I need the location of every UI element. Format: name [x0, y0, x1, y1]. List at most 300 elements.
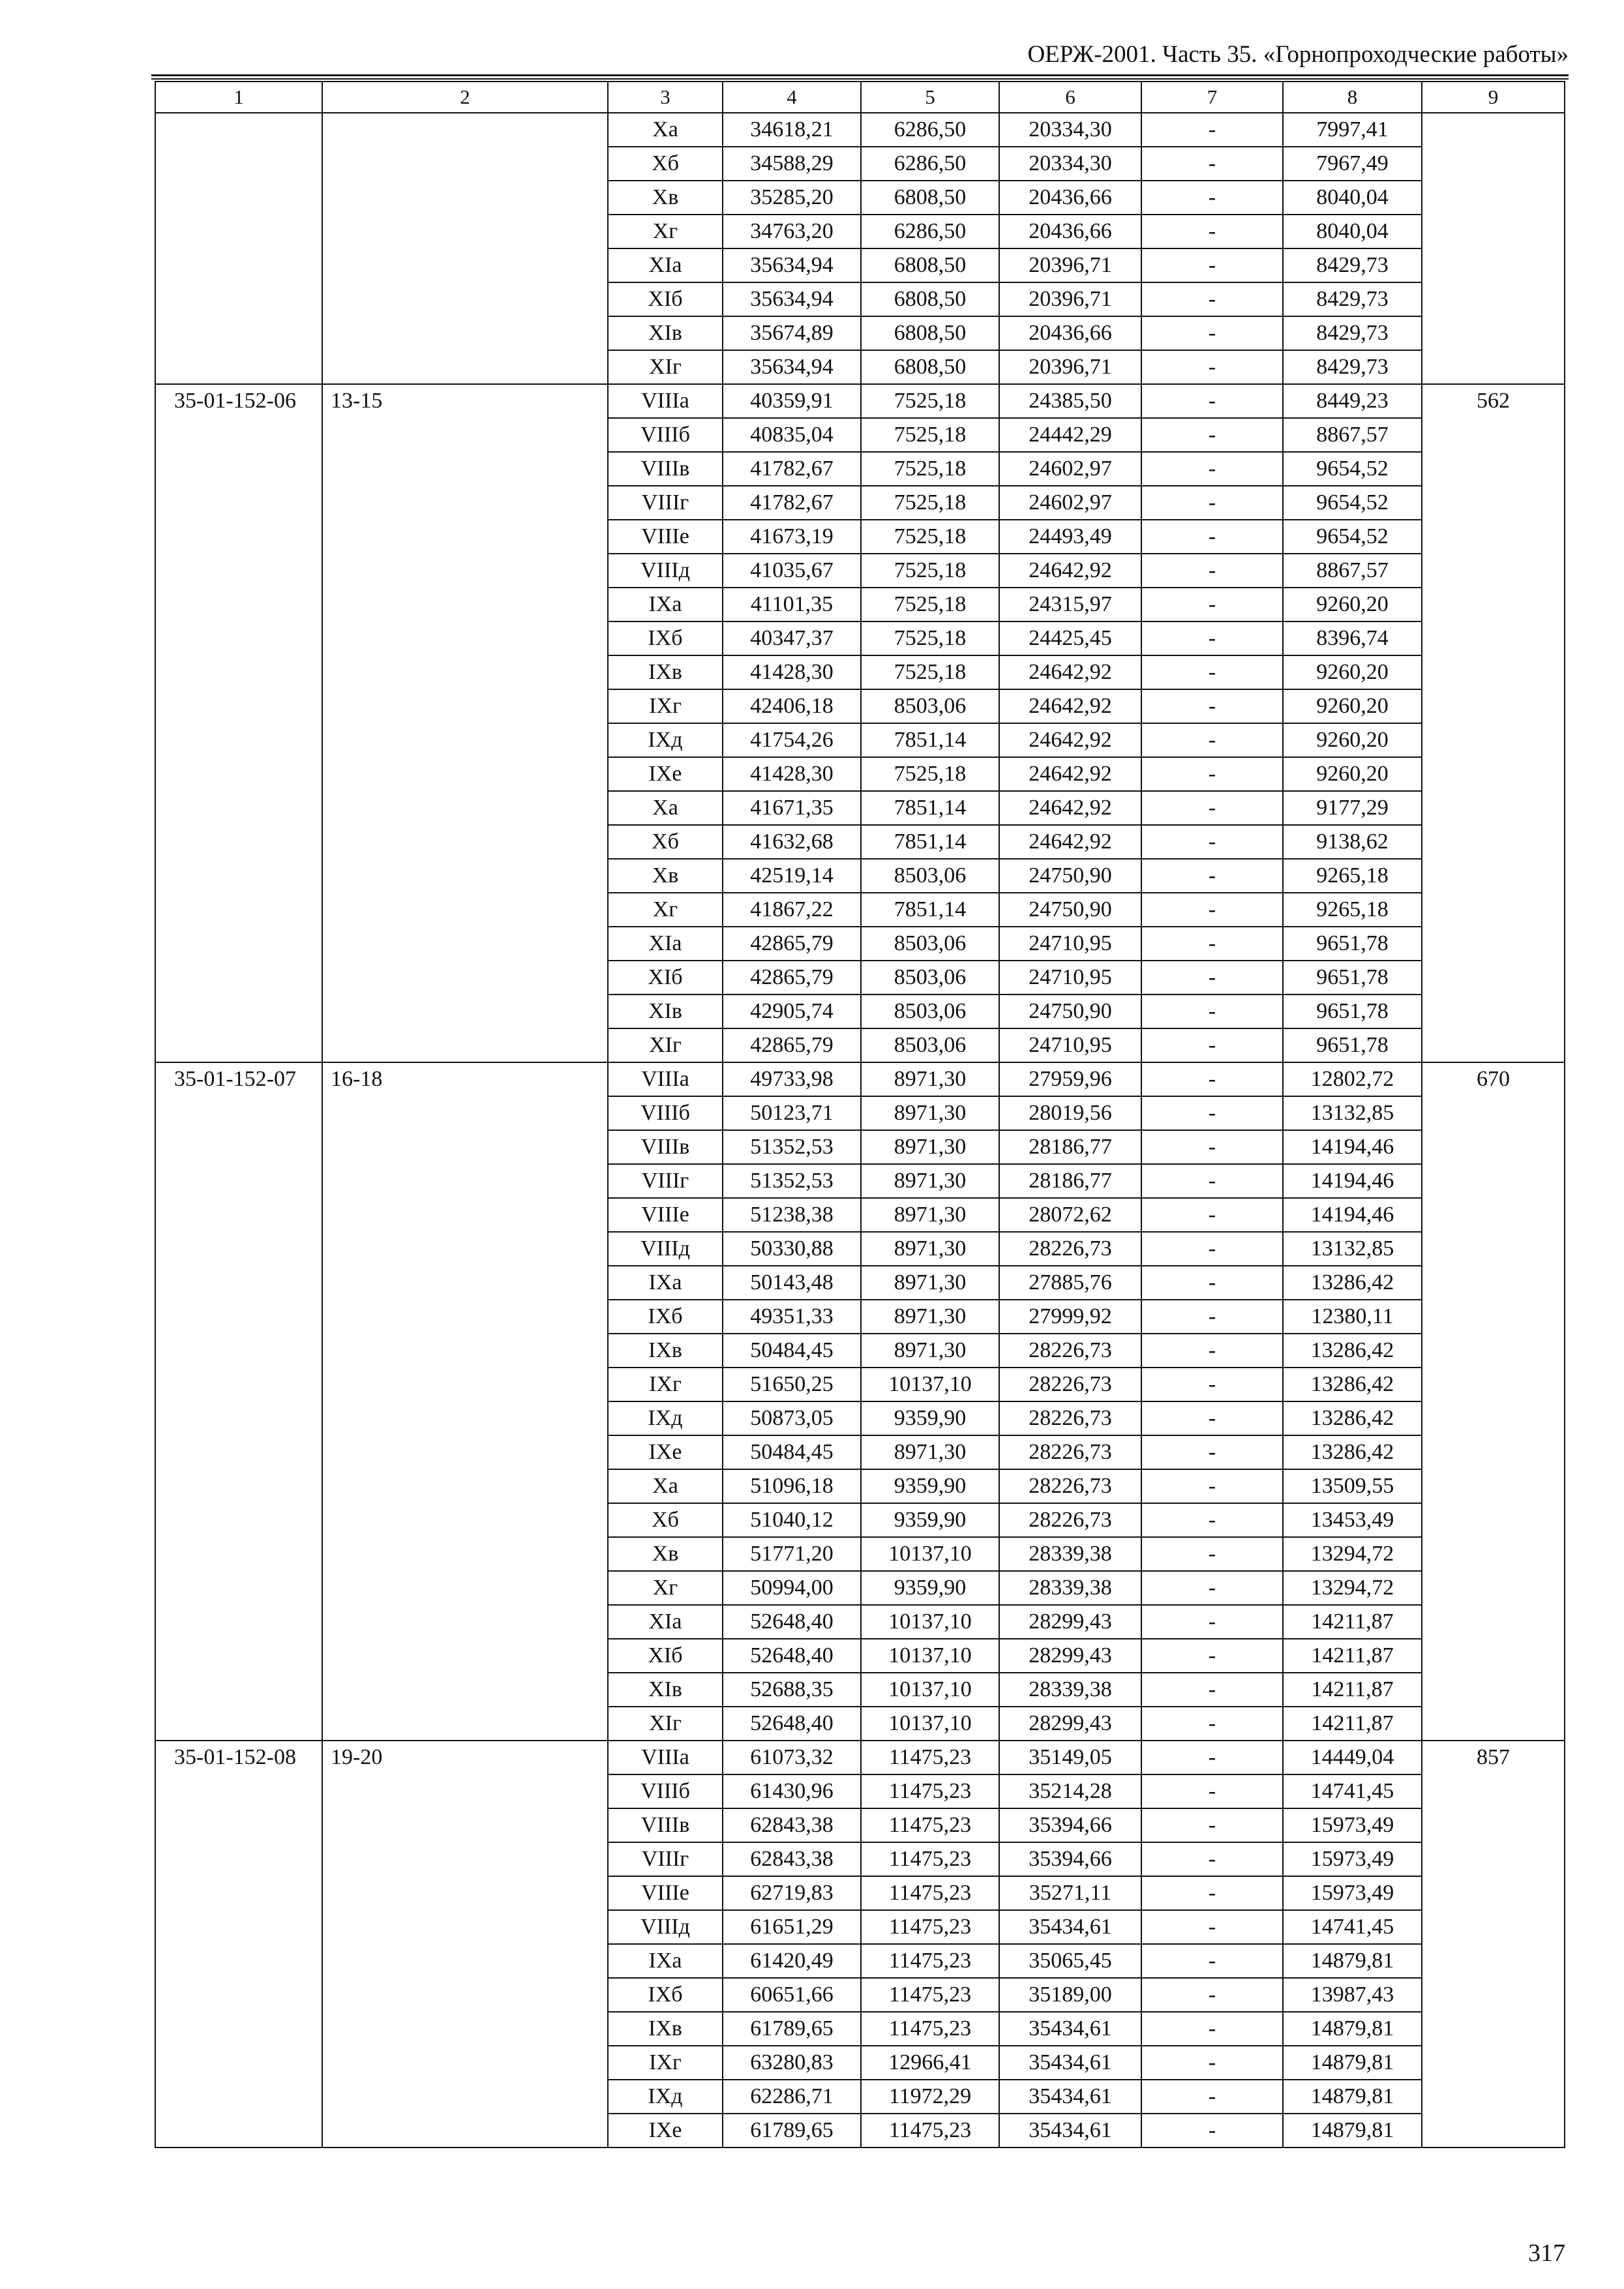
value-cell: 9654,52: [1283, 486, 1422, 520]
table-row: [155, 1062, 1565, 1096]
value-cell: 28226,73: [999, 1469, 1141, 1503]
class-cell: IХб: [608, 1978, 723, 2012]
value-cell: 8971,30: [861, 1164, 999, 1198]
value-cell: 35634,94: [723, 248, 861, 282]
value-cell: 20334,30: [999, 147, 1141, 181]
value-cell: 28339,38: [999, 1537, 1141, 1571]
value-cell: 51352,53: [723, 1164, 861, 1198]
value-cell: 14194,46: [1283, 1130, 1422, 1164]
value-cell: 20396,71: [999, 282, 1141, 316]
value-cell: -: [1141, 1368, 1283, 1401]
value-cell: -: [1141, 1469, 1283, 1503]
table-body: [155, 82, 1565, 2147]
value-cell: -: [1141, 859, 1283, 893]
class-cell: Хб: [608, 147, 723, 181]
class-cell: Хб: [608, 825, 723, 859]
item-cell: 19-20: [322, 1741, 608, 2147]
value-cell: 40359,91: [723, 384, 861, 418]
value-cell: 8503,06: [861, 1028, 999, 1062]
class-cell: ХIб: [608, 961, 723, 995]
item-cell: 13-15: [322, 384, 608, 1062]
value-cell: -: [1141, 1707, 1283, 1741]
value-cell: 8503,06: [861, 927, 999, 961]
value-cell: 14211,87: [1283, 1673, 1422, 1707]
value-cell: 7525,18: [861, 486, 999, 520]
value-cell: 50330,88: [723, 1232, 861, 1266]
value-cell: 15973,49: [1283, 1842, 1422, 1876]
value-cell: 9359,90: [861, 1401, 999, 1435]
code-cell: 35-01-152-07: [155, 1062, 322, 1741]
value-cell: 11475,23: [861, 1741, 999, 1774]
column-number-row: [155, 82, 1565, 113]
value-cell: 14741,45: [1283, 1774, 1422, 1808]
value-cell: 51040,12: [723, 1503, 861, 1537]
value-cell: 61789,65: [723, 2012, 861, 2046]
class-cell: VIIIд: [608, 1232, 723, 1266]
value-cell: 9260,20: [1283, 689, 1422, 723]
class-cell: VIIIв: [608, 452, 723, 486]
value-cell: 8971,30: [861, 1130, 999, 1164]
value-cell: 28299,43: [999, 1639, 1141, 1673]
value-cell: -: [1141, 995, 1283, 1028]
class-cell: IХг: [608, 689, 723, 723]
column-number: 8: [1283, 82, 1422, 113]
value-cell: -: [1141, 757, 1283, 791]
value-cell: 20436,66: [999, 215, 1141, 248]
value-cell: 12802,72: [1283, 1062, 1422, 1096]
class-cell: VIIIе: [608, 520, 723, 554]
value-cell: 8971,30: [861, 1266, 999, 1300]
value-cell: 15973,49: [1283, 1808, 1422, 1842]
value-cell: 11972,29: [861, 2080, 999, 2114]
value-cell: 35434,61: [999, 1910, 1141, 1944]
value-cell: 42905,74: [723, 995, 861, 1028]
value-cell: -: [1141, 1300, 1283, 1334]
value-cell: -: [1141, 418, 1283, 452]
class-cell: IХв: [608, 2012, 723, 2046]
value-cell: 8867,57: [1283, 554, 1422, 588]
value-cell: 24710,95: [999, 1028, 1141, 1062]
class-cell: ХIв: [608, 316, 723, 350]
value-cell: 14879,81: [1283, 2012, 1422, 2046]
column-number: 7: [1141, 82, 1283, 113]
table-row: [155, 384, 1565, 418]
value-cell: 51238,38: [723, 1198, 861, 1232]
value-cell: 8429,73: [1283, 316, 1422, 350]
value-cell: 35394,66: [999, 1842, 1141, 1876]
value-cell: -: [1141, 384, 1283, 418]
value-cell: 11475,23: [861, 1774, 999, 1808]
value-cell: 9265,18: [1283, 893, 1422, 927]
class-cell: VIIIв: [608, 1130, 723, 1164]
value-cell: -: [1141, 1673, 1283, 1707]
col9-cell: 562: [1422, 384, 1565, 1062]
value-cell: 13286,42: [1283, 1368, 1422, 1401]
value-cell: -: [1141, 248, 1283, 282]
class-cell: Ха: [608, 113, 723, 147]
value-cell: -: [1141, 1910, 1283, 1944]
value-cell: 35434,61: [999, 2114, 1141, 2147]
value-cell: 9654,52: [1283, 520, 1422, 554]
value-cell: 9359,90: [861, 1571, 999, 1605]
class-cell: IХг: [608, 1368, 723, 1401]
value-cell: 41867,22: [723, 893, 861, 927]
class-cell: ХIа: [608, 927, 723, 961]
value-cell: 27999,92: [999, 1300, 1141, 1334]
value-cell: -: [1141, 2080, 1283, 2114]
class-cell: VIIIе: [608, 1876, 723, 1910]
value-cell: 42406,18: [723, 689, 861, 723]
value-cell: 35634,94: [723, 350, 861, 384]
value-cell: -: [1141, 791, 1283, 825]
value-cell: 41782,67: [723, 452, 861, 486]
value-cell: 7525,18: [861, 757, 999, 791]
value-cell: 42519,14: [723, 859, 861, 893]
value-cell: 11475,23: [861, 2012, 999, 2046]
value-cell: 51096,18: [723, 1469, 861, 1503]
value-cell: 24642,92: [999, 723, 1141, 757]
value-cell: 11475,23: [861, 1944, 999, 1978]
value-cell: -: [1141, 1639, 1283, 1673]
value-cell: 8867,57: [1283, 418, 1422, 452]
class-cell: Хв: [608, 859, 723, 893]
value-cell: 13987,43: [1283, 1978, 1422, 2012]
value-cell: 6286,50: [861, 215, 999, 248]
class-cell: VIIIв: [608, 1808, 723, 1842]
value-cell: 28226,73: [999, 1401, 1141, 1435]
value-cell: 20396,71: [999, 248, 1141, 282]
value-cell: 7851,14: [861, 893, 999, 927]
value-cell: 10137,10: [861, 1537, 999, 1571]
value-cell: 41782,67: [723, 486, 861, 520]
value-cell: -: [1141, 147, 1283, 181]
value-cell: 61073,32: [723, 1741, 861, 1774]
value-cell: 11475,23: [861, 1808, 999, 1842]
value-cell: 9260,20: [1283, 757, 1422, 791]
class-cell: VIIIб: [608, 418, 723, 452]
value-cell: 24425,45: [999, 621, 1141, 655]
class-cell: VIIIа: [608, 1741, 723, 1774]
value-cell: 6286,50: [861, 113, 999, 147]
value-cell: 6808,50: [861, 248, 999, 282]
value-cell: 8971,30: [861, 1334, 999, 1368]
value-cell: -: [1141, 1537, 1283, 1571]
value-cell: 63280,83: [723, 2046, 861, 2080]
value-cell: 52688,35: [723, 1673, 861, 1707]
value-cell: 9138,62: [1283, 825, 1422, 859]
value-cell: 13509,55: [1283, 1469, 1422, 1503]
column-number: 6: [999, 82, 1141, 113]
value-cell: -: [1141, 1334, 1283, 1368]
value-cell: 15973,49: [1283, 1876, 1422, 1910]
value-cell: 8449,23: [1283, 384, 1422, 418]
value-cell: -: [1141, 2046, 1283, 2080]
value-cell: 41428,30: [723, 655, 861, 689]
value-cell: 24710,95: [999, 961, 1141, 995]
value-cell: 60651,66: [723, 1978, 861, 2012]
value-cell: 28226,73: [999, 1334, 1141, 1368]
value-cell: 35434,61: [999, 2046, 1141, 2080]
value-cell: 7525,18: [861, 520, 999, 554]
value-cell: 8040,04: [1283, 215, 1422, 248]
value-cell: 27885,76: [999, 1266, 1141, 1300]
value-cell: 28339,38: [999, 1673, 1141, 1707]
class-cell: ХIв: [608, 1673, 723, 1707]
class-cell: VIIIд: [608, 554, 723, 588]
code-cell: [155, 113, 322, 384]
class-cell: IХд: [608, 723, 723, 757]
value-cell: 50994,00: [723, 1571, 861, 1605]
value-cell: 41428,30: [723, 757, 861, 791]
value-cell: 13286,42: [1283, 1266, 1422, 1300]
column-number: 2: [322, 82, 608, 113]
value-cell: 62286,71: [723, 2080, 861, 2114]
class-cell: Ха: [608, 1469, 723, 1503]
value-cell: 35434,61: [999, 2012, 1141, 2046]
value-cell: -: [1141, 1944, 1283, 1978]
value-cell: 7851,14: [861, 723, 999, 757]
value-cell: 24750,90: [999, 893, 1141, 927]
value-cell: 28186,77: [999, 1164, 1141, 1198]
value-cell: 20436,66: [999, 316, 1141, 350]
class-cell: IХа: [608, 588, 723, 621]
value-cell: 7525,18: [861, 384, 999, 418]
value-cell: 7851,14: [861, 791, 999, 825]
value-cell: -: [1141, 927, 1283, 961]
value-cell: 24442,29: [999, 418, 1141, 452]
value-cell: 40835,04: [723, 418, 861, 452]
value-cell: 24602,97: [999, 486, 1141, 520]
value-cell: 24642,92: [999, 757, 1141, 791]
value-cell: 42865,79: [723, 961, 861, 995]
value-cell: 14194,46: [1283, 1164, 1422, 1198]
page-number: 317: [1528, 2239, 1565, 2267]
class-cell: ХIа: [608, 248, 723, 282]
value-cell: 28226,73: [999, 1503, 1141, 1537]
value-cell: 8971,30: [861, 1198, 999, 1232]
column-number: 4: [723, 82, 861, 113]
value-cell: 9651,78: [1283, 995, 1422, 1028]
value-cell: 35634,94: [723, 282, 861, 316]
value-cell: 11475,23: [861, 2114, 999, 2147]
value-cell: 50123,71: [723, 1096, 861, 1130]
class-cell: ХIв: [608, 995, 723, 1028]
value-cell: 35674,89: [723, 316, 861, 350]
class-cell: ХIг: [608, 1028, 723, 1062]
value-cell: -: [1141, 113, 1283, 147]
value-cell: 35214,28: [999, 1774, 1141, 1808]
value-cell: 28299,43: [999, 1605, 1141, 1639]
value-cell: 6286,50: [861, 147, 999, 181]
value-cell: 10137,10: [861, 1673, 999, 1707]
value-cell: 42865,79: [723, 927, 861, 961]
value-cell: 7525,18: [861, 655, 999, 689]
class-cell: VIIIе: [608, 1198, 723, 1232]
value-cell: 24710,95: [999, 927, 1141, 961]
value-cell: 52648,40: [723, 1639, 861, 1673]
value-cell: 8429,73: [1283, 282, 1422, 316]
value-cell: 8503,06: [861, 961, 999, 995]
value-cell: 13294,72: [1283, 1571, 1422, 1605]
value-cell: 13294,72: [1283, 1537, 1422, 1571]
value-cell: 9265,18: [1283, 859, 1422, 893]
value-cell: -: [1141, 1096, 1283, 1130]
class-cell: VIIIб: [608, 1096, 723, 1130]
value-cell: 28226,73: [999, 1232, 1141, 1266]
table-row: [155, 1741, 1565, 1774]
value-cell: 24750,90: [999, 995, 1141, 1028]
value-cell: 20334,30: [999, 113, 1141, 147]
value-cell: 41101,35: [723, 588, 861, 621]
value-cell: 35434,61: [999, 2080, 1141, 2114]
class-cell: IХе: [608, 757, 723, 791]
class-cell: VIIIб: [608, 1774, 723, 1808]
class-cell: Ха: [608, 791, 723, 825]
item-cell: [322, 113, 608, 384]
value-cell: 41632,68: [723, 825, 861, 859]
value-cell: 6808,50: [861, 282, 999, 316]
value-cell: 35149,05: [999, 1741, 1141, 1774]
value-cell: 35189,00: [999, 1978, 1141, 2012]
column-number: 1: [155, 82, 322, 113]
value-cell: -: [1141, 723, 1283, 757]
value-cell: 20436,66: [999, 181, 1141, 215]
value-cell: 8429,73: [1283, 350, 1422, 384]
value-cell: 12380,11: [1283, 1300, 1422, 1334]
value-cell: 41035,67: [723, 554, 861, 588]
value-cell: 10137,10: [861, 1639, 999, 1673]
value-cell: 9359,90: [861, 1469, 999, 1503]
value-cell: 8503,06: [861, 689, 999, 723]
value-cell: 62719,83: [723, 1876, 861, 1910]
value-cell: -: [1141, 316, 1283, 350]
value-cell: 28339,38: [999, 1571, 1141, 1605]
header-rule: [151, 78, 1569, 80]
value-cell: 52648,40: [723, 1707, 861, 1741]
value-cell: 24642,92: [999, 825, 1141, 859]
value-cell: 8971,30: [861, 1232, 999, 1266]
value-cell: -: [1141, 181, 1283, 215]
value-cell: 28072,62: [999, 1198, 1141, 1232]
value-cell: 9260,20: [1283, 655, 1422, 689]
value-cell: -: [1141, 1571, 1283, 1605]
value-cell: -: [1141, 1232, 1283, 1266]
value-cell: -: [1141, 2114, 1283, 2147]
class-cell: IХб: [608, 621, 723, 655]
value-cell: 49351,33: [723, 1300, 861, 1334]
value-cell: 24750,90: [999, 859, 1141, 893]
value-cell: 8971,30: [861, 1435, 999, 1469]
value-cell: -: [1141, 825, 1283, 859]
value-cell: 9651,78: [1283, 1028, 1422, 1062]
value-cell: 49733,98: [723, 1062, 861, 1096]
value-cell: 41673,19: [723, 520, 861, 554]
value-cell: 14211,87: [1283, 1707, 1422, 1741]
class-cell: VIIIа: [608, 384, 723, 418]
value-cell: -: [1141, 1774, 1283, 1808]
value-cell: 62843,38: [723, 1842, 861, 1876]
value-cell: -: [1141, 1130, 1283, 1164]
value-cell: 50484,45: [723, 1435, 861, 1469]
value-cell: -: [1141, 961, 1283, 995]
value-cell: -: [1141, 1164, 1283, 1198]
value-cell: 51352,53: [723, 1130, 861, 1164]
value-cell: 14879,81: [1283, 2046, 1422, 2080]
value-cell: 51650,25: [723, 1368, 861, 1401]
value-cell: 24385,50: [999, 384, 1141, 418]
value-cell: 13286,42: [1283, 1401, 1422, 1435]
value-cell: 61651,29: [723, 1910, 861, 1944]
class-cell: IХг: [608, 2046, 723, 2080]
value-cell: 9260,20: [1283, 723, 1422, 757]
value-cell: 50143,48: [723, 1266, 861, 1300]
value-cell: 11475,23: [861, 1842, 999, 1876]
value-cell: 34763,20: [723, 215, 861, 248]
value-cell: -: [1141, 1028, 1283, 1062]
value-cell: 10137,10: [861, 1707, 999, 1741]
table-row: [155, 113, 1565, 147]
value-cell: 14211,87: [1283, 1639, 1422, 1673]
value-cell: 34588,29: [723, 147, 861, 181]
value-cell: -: [1141, 1876, 1283, 1910]
value-cell: 8503,06: [861, 859, 999, 893]
value-cell: 8503,06: [861, 995, 999, 1028]
value-cell: -: [1141, 689, 1283, 723]
value-cell: -: [1141, 1435, 1283, 1469]
class-cell: IХб: [608, 1300, 723, 1334]
value-cell: 61420,49: [723, 1944, 861, 1978]
value-cell: 8971,30: [861, 1062, 999, 1096]
value-cell: 9651,78: [1283, 927, 1422, 961]
value-cell: 51771,20: [723, 1537, 861, 1571]
value-cell: 14741,45: [1283, 1910, 1422, 1944]
value-cell: -: [1141, 893, 1283, 927]
value-cell: 14879,81: [1283, 2114, 1422, 2147]
class-cell: IХд: [608, 2080, 723, 2114]
value-cell: -: [1141, 554, 1283, 588]
value-cell: 41754,26: [723, 723, 861, 757]
value-cell: 6808,50: [861, 181, 999, 215]
value-cell: 35394,66: [999, 1808, 1141, 1842]
class-cell: Хв: [608, 181, 723, 215]
value-cell: -: [1141, 1741, 1283, 1774]
value-cell: 41671,35: [723, 791, 861, 825]
value-cell: 7525,18: [861, 554, 999, 588]
value-cell: 35065,45: [999, 1944, 1141, 1978]
value-cell: -: [1141, 520, 1283, 554]
value-cell: 42865,79: [723, 1028, 861, 1062]
value-cell: -: [1141, 1062, 1283, 1096]
value-cell: 24602,97: [999, 452, 1141, 486]
class-cell: ХIб: [608, 1639, 723, 1673]
value-cell: 9260,20: [1283, 588, 1422, 621]
running-title: ОЕРЖ-2001. Часть 35. «Горнопроходческие работы»: [1027, 41, 1569, 68]
item-cell: 16-18: [322, 1062, 608, 1741]
value-cell: -: [1141, 2012, 1283, 2046]
value-cell: 7851,14: [861, 825, 999, 859]
value-cell: 28226,73: [999, 1368, 1141, 1401]
value-cell: 13286,42: [1283, 1334, 1422, 1368]
value-cell: 50484,45: [723, 1334, 861, 1368]
value-cell: 24642,92: [999, 689, 1141, 723]
class-cell: IХд: [608, 1401, 723, 1435]
value-cell: 24642,92: [999, 655, 1141, 689]
class-cell: VIIIд: [608, 1910, 723, 1944]
value-cell: 8040,04: [1283, 181, 1422, 215]
col9-cell: [1422, 113, 1565, 384]
value-cell: 14194,46: [1283, 1198, 1422, 1232]
value-cell: 62843,38: [723, 1808, 861, 1842]
